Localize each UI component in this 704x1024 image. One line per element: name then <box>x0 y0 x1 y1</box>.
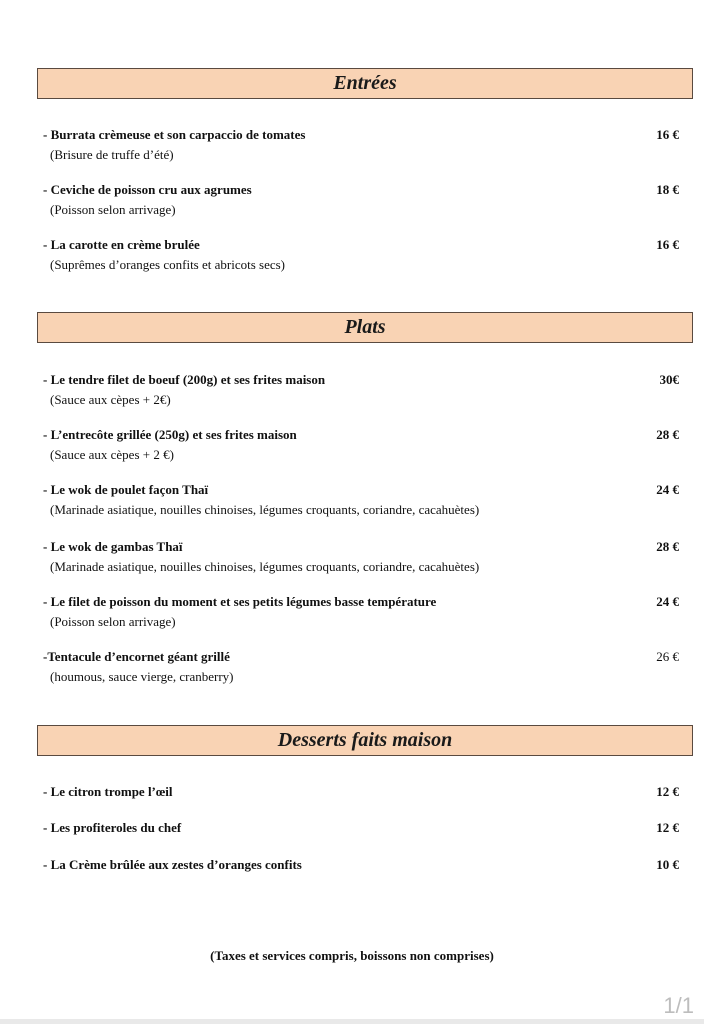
menu-item <box>43 539 679 579</box>
dish-name: - Ceviche de poisson cru aux agrumes <box>43 182 252 197</box>
menu-item <box>43 649 679 689</box>
dish-price: 12 € <box>656 820 679 835</box>
menu-item <box>43 482 679 522</box>
menu-item <box>43 372 679 412</box>
dish-price: 16 € <box>656 237 679 252</box>
menu-item <box>43 594 679 634</box>
dish-description: (Sauce aux cèpes + 2€) <box>50 392 171 407</box>
menu-item <box>43 427 679 467</box>
menu-item <box>43 182 679 222</box>
menu-item <box>43 857 679 877</box>
dish-name: - Les profiteroles du chef <box>43 820 182 835</box>
dish-description: (Marinade asiatique, nouilles chinoises, légumes croquants, coriandre, cacahuètes) <box>50 559 480 574</box>
dish-price: 28 € <box>656 427 679 442</box>
dish-description: (Sauce aux cèpes + 2 €) <box>50 447 174 462</box>
dish-description: (houmous, sauce vierge, cranberry) <box>50 669 234 684</box>
dish-name: - Le wok de gambas Thaï <box>43 539 183 554</box>
dish-name: - La Crème brûlée aux zestes d’oranges confits <box>43 857 302 872</box>
section-header-desserts <box>37 725 693 756</box>
dish-price: 12 € <box>656 784 679 799</box>
dish-name: - La carotte en crème brulée <box>43 237 200 252</box>
dish-price: 30€ <box>659 372 679 387</box>
dish-name: - Le wok de poulet façon Thaï <box>43 482 209 497</box>
menu-item <box>43 784 679 804</box>
footer-note: (Taxes et services compris, boissons non comprises) <box>210 948 494 963</box>
dish-name: -Tentacule d’encornet géant grillé <box>43 649 230 664</box>
menu-item <box>43 237 679 277</box>
dish-price: 28 € <box>656 539 679 554</box>
dish-name: - L’entrecôte grillée (250g) et ses frites maison <box>43 427 297 442</box>
menu-item <box>43 820 679 840</box>
section-title-plats: Plats <box>344 316 386 338</box>
dish-description: (Brisure de truffe d’été) <box>50 147 174 162</box>
dish-name: - Le filet de poisson du moment et ses petits légumes basse température <box>43 594 437 609</box>
viewer-bottom-bar <box>0 1019 704 1024</box>
dish-description: (Suprêmes d’oranges confits et abricots secs) <box>50 257 286 272</box>
dish-price: 24 € <box>656 594 679 609</box>
dish-name: - Le citron trompe l’œil <box>43 784 173 799</box>
page-indicator: 1/1 <box>663 993 694 1018</box>
dish-price: 10 € <box>656 857 679 872</box>
dish-price: 24 € <box>656 482 679 497</box>
dish-price: 18 € <box>656 182 679 197</box>
dish-price: 16 € <box>656 127 679 142</box>
section-title-entrees: Entrées <box>333 72 397 94</box>
section-title-desserts: Desserts faits maison <box>277 729 453 751</box>
dish-description: (Marinade asiatique, nouilles chinoises, légumes croquants, coriandre, cacahuètes) <box>50 502 480 517</box>
section-header-entrees <box>37 68 693 99</box>
section-header-plats <box>37 312 693 343</box>
dish-name: - Burrata crèmeuse et son carpaccio de tomates <box>43 127 306 142</box>
dish-name: - Le tendre filet de boeuf (200g) et ses frites maison <box>43 372 326 387</box>
dish-description: (Poisson selon arrivage) <box>50 202 176 217</box>
menu-item <box>43 127 679 167</box>
dish-price: 26 € <box>656 649 679 664</box>
dish-description: (Poisson selon arrivage) <box>50 614 176 629</box>
